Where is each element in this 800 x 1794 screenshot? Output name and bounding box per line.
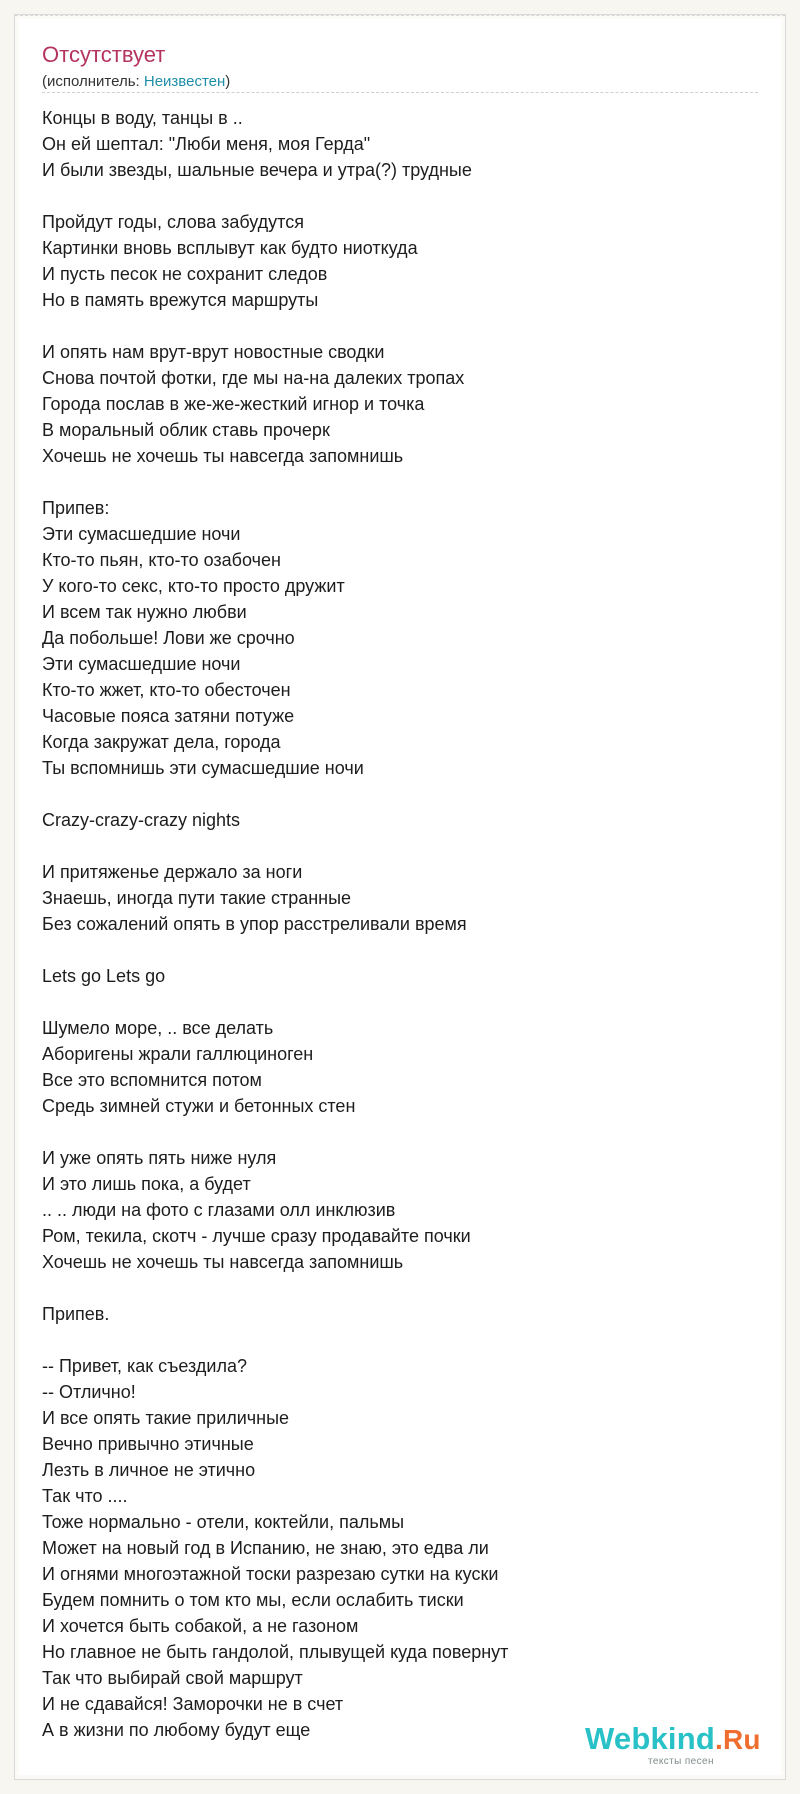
lyric-line: И огнями многоэтажной тоски разрезаю сутки на куски bbox=[42, 1564, 499, 1584]
lyric-line: И уже опять пять ниже нуля bbox=[42, 1148, 277, 1168]
lyric-line: .. .. люди на фото с глазами олл инклюзив bbox=[42, 1200, 396, 1220]
lyric-line: Припев. bbox=[42, 1304, 110, 1324]
lyric-line: Эти сумасшедшие ночи bbox=[42, 654, 241, 674]
lyric-line: Тоже нормально - отели, коктейли, пальмы bbox=[42, 1512, 405, 1532]
artist-line bbox=[42, 73, 230, 91]
lyric-line: Так что .... bbox=[42, 1486, 128, 1506]
lyric-line: Да побольше! Лови же срочно bbox=[42, 628, 295, 648]
lyric-line: Кто-то жжет, кто-то обесточен bbox=[42, 680, 291, 700]
stanza-break bbox=[42, 469, 762, 495]
lyric-line: И пусть песок не сохранит следов bbox=[42, 264, 328, 284]
artist-prefix: (исполнитель: bbox=[42, 73, 144, 90]
logo-tagline: тексты песен bbox=[648, 1756, 714, 1767]
stanza-break bbox=[42, 1119, 762, 1145]
stanza-break bbox=[42, 989, 762, 1015]
lyric-line: Эти сумасшедшие ночи bbox=[42, 524, 241, 544]
stanza-break bbox=[42, 937, 762, 963]
lyric-line: Он ей шептал: "Люби меня, моя Герда" bbox=[42, 134, 371, 154]
lyric-line: Хочешь не хочешь ты навсегда запомнишь bbox=[42, 446, 404, 466]
lyric-line: Часовые пояса затяни потуже bbox=[42, 706, 295, 726]
lyric-line: Средь зимней стужи и бетонных стен bbox=[42, 1096, 356, 1116]
artist-suffix: ) bbox=[225, 73, 231, 90]
stanza-break bbox=[42, 781, 762, 807]
lyric-line: А в жизни по любому будут еще bbox=[42, 1720, 311, 1740]
lyric-line: У кого-то секс, кто-то просто дружит bbox=[42, 576, 345, 596]
lyric-line: И были звезды, шальные вечера и утра(?) трудные bbox=[42, 160, 472, 180]
lyric-line: Будем помнить о том кто мы, если ослабить тиски bbox=[42, 1590, 464, 1610]
lyric-line: -- Отлично! bbox=[42, 1382, 136, 1402]
lyric-line: В моральный облик ставь прочерк bbox=[42, 420, 330, 440]
artist-link[interactable]: Неизвестен bbox=[143, 73, 226, 90]
lyric-line: И притяженье держало за ноги bbox=[42, 862, 303, 882]
lyric-line: Кто-то пьян, кто-то озабочен bbox=[42, 550, 281, 570]
lyric-line: Но в память врежутся маршруты bbox=[42, 290, 319, 310]
lyric-line: И всем так нужно любви bbox=[42, 602, 247, 622]
lyric-line: Так что выбирай свой маршрут bbox=[42, 1668, 303, 1688]
stanza-break bbox=[42, 313, 762, 339]
lyric-line: И все опять такие приличные bbox=[42, 1408, 290, 1428]
lyric-line: И это лишь пока, а будет bbox=[42, 1174, 251, 1194]
lyric-line: Города послав в же-же-жесткий игнор и точка bbox=[42, 394, 425, 414]
lyric-line: И не сдавайся! Заморочки не в счет bbox=[42, 1694, 344, 1714]
lyric-line: -- Привет, как съездила? bbox=[42, 1356, 247, 1376]
logo-brand: Webkind bbox=[585, 1721, 716, 1756]
lyric-line: Снова почтой фотки, где мы на-на далеких тропах bbox=[42, 368, 465, 388]
lyric-line: Ты вспомнишь эти сумасшедшие ночи bbox=[42, 758, 364, 778]
lyric-line: Аборигены жрали галлюциноген bbox=[42, 1044, 314, 1064]
song-title: Отсутствует bbox=[42, 42, 166, 67]
lyric-line: Ром, текила, скотч - лучше сразу продавайте почки bbox=[42, 1226, 471, 1246]
site-logo[interactable] bbox=[585, 1722, 775, 1778]
lyric-line: Но главное не быть гандолой, плывущей куда повернут bbox=[42, 1642, 509, 1662]
lyric-line: Вечно привычно этичные bbox=[42, 1434, 254, 1454]
logo-wordmark bbox=[585, 1722, 761, 1757]
lyric-line: Картинки вновь всплывут как будто ниоткуда bbox=[42, 238, 418, 258]
stanza-break bbox=[42, 183, 762, 209]
lyric-line: Пройдут годы, слова забудутся bbox=[42, 212, 304, 232]
header-divider bbox=[42, 92, 758, 93]
lyrics-body bbox=[42, 105, 762, 1743]
lyric-line: Когда закружат дела, города bbox=[42, 732, 281, 752]
lyric-line: Шумело море, .. все делать bbox=[42, 1018, 274, 1038]
stanza-break bbox=[42, 1275, 762, 1301]
logo-domain: .Ru bbox=[715, 1724, 761, 1755]
lyric-line: Без сожалений опять в упор расстреливали время bbox=[42, 914, 467, 934]
lyric-line: Лезть в личное не этично bbox=[42, 1460, 256, 1480]
stanza-break bbox=[42, 1327, 762, 1353]
lyric-line: Концы в воду, танцы в .. bbox=[42, 108, 243, 128]
lyric-line: И опять нам врут-врут новостные сводки bbox=[42, 342, 385, 362]
lyric-line: Знаешь, иногда пути такие странные bbox=[42, 888, 352, 908]
lyric-line: Хочешь не хочешь ты навсегда запомнишь bbox=[42, 1252, 404, 1272]
lyric-line: Crazy-crazy-crazy nights bbox=[42, 810, 241, 830]
lyric-line: И хочется быть собакой, а не газоном bbox=[42, 1616, 359, 1636]
lyric-line: Lets go Lets go bbox=[42, 966, 166, 986]
lyric-line: Может на новый год в Испанию, не знаю, это едва ли bbox=[42, 1538, 489, 1558]
lyric-line: Припев: bbox=[42, 498, 110, 518]
stanza-break bbox=[42, 833, 762, 859]
lyric-line: Все это вспомнится потом bbox=[42, 1070, 262, 1090]
